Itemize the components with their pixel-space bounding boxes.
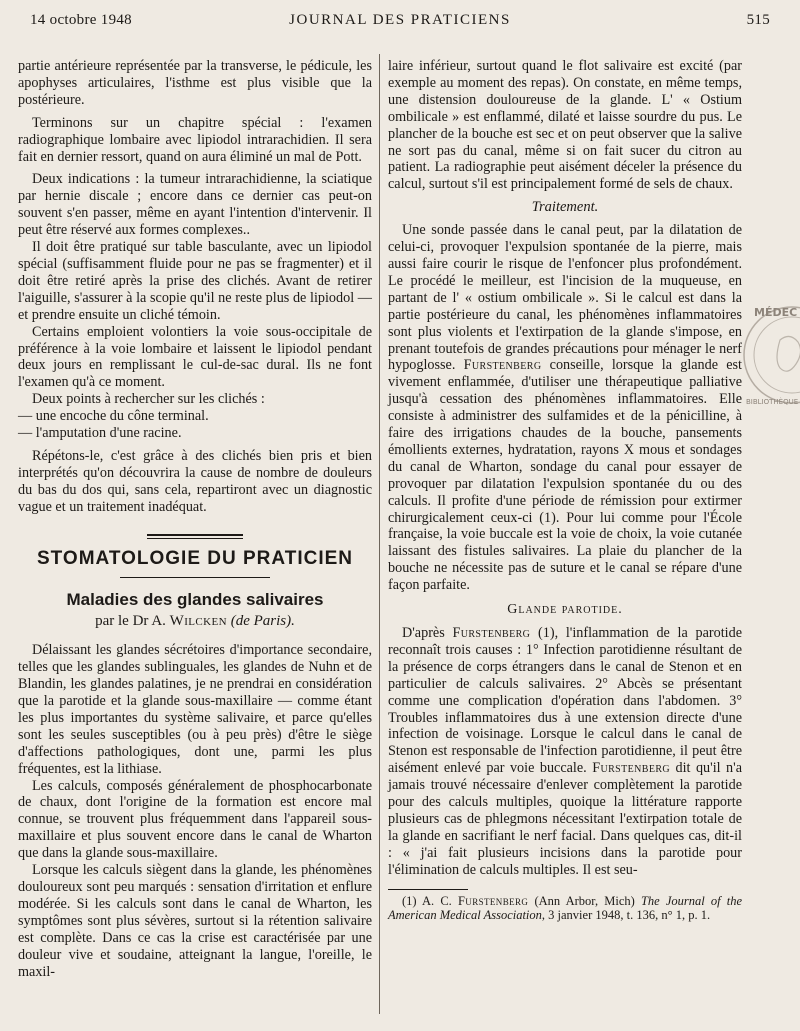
journal-title: JOURNAL DES PRATICIENS: [289, 12, 511, 28]
paragraph-text: conseille, lorsque la glande est vivement enflammée, d'utiliser une thérapeutique palliative jusqu'à cessation des phénomènes inflammatoires. Elle consiste à administrer des sulfamides et de la pénicilline, à faire des irrigations chaudes de la bouche, pansements émollients externes, hydratation, rayons X mous et sondages du canal de Wharton, sondage du canal pour essayer de provoquer par dilatation l'expulsion spontanée du ou des calculs. Il profite d'une période de rémission pour extirmer chirurgicalement ceux-ci (1). Pour lui comme pour l'École française, la voie buccale est la voie de choix, la voie cutanée laissant des fistules salivaires. La plaie du plancher de la bouche ne nécessite pas de suture et le canal se répare d'une façon parfaite.: [388, 357, 742, 594]
paragraph: Répétons-le, c'est grâce à des clichés bien pris et bien interprétés qu'on découvrira la cause de nombre de douleurs du bas du dos qui, sans cela, repartiront avec un diagnostic vague et un traitement inadéquat.: [18, 447, 372, 515]
column-divider: [379, 54, 380, 1014]
paragraph: partie antérieure représentée par la transverse, le pédicule, les apophyses articulaires, l'isthme est plus visible que la postérieure.: [18, 58, 372, 108]
paragraph: Il doit être pratiqué sur table basculante, avec un lipiodol spécial (suffisamment fluide pour ne pas se fragmenter) et il doit être retiré après la prise des clichés. Avant de retirer l'aiguille, s'assurer à la scopie qu'il ne reste plus de lipiodol — et prendre ensuite un cliché témoin.: [18, 239, 372, 323]
footnote-journal: The Journal of the American Medical Association: [388, 893, 743, 923]
paragraph: Certains emploient volontiers la voie sous-occipitale de préférence à la voie lombaire et laissent le lipiodol pendant deux jours en remplissant le cul-de-sac dural. Ils ne font l'examen qu'à ce moment.: [18, 323, 372, 391]
byline: [18, 613, 372, 630]
author-name: Furstenberg: [463, 357, 542, 374]
page-header: [30, 12, 770, 34]
footnote-affiliation: (Ann Arbor, Mich): [528, 893, 641, 908]
paragraph: Les calculs, composés généralement de phosphocarbonate de chaux, dont l'origine de la formation est encore mal connue, se trouvent plus fréquemment dans l'appareil sous-maxillaire et plus souvent encore dans le canal de Wharton que dans la glande sous-maxillaire.: [18, 777, 372, 862]
footnote: [388, 894, 742, 923]
right-column: [388, 58, 742, 923]
section-title: STOMATOLOGIE DU PRATICIEN: [37, 547, 353, 569]
author-name: Furstenberg: [452, 625, 531, 641]
paragraph: laire inférieur, surtout quand le flot salivaire est excité (par exemple au moment des repas). On constate, en même temps, une distension douloureuse de la glande. L' « Ostium ombilicale » est enflammé, dilaté et laisse sourdre du pus. Le plancher de la bouche est sec et on peut observer que la salive ne sort pas du canal, même si on fait sucer du citron au patient. La radiographie peut aisément déceler la présence du calcul, surtout s'il est principalement formé de sels de chaux.: [388, 58, 742, 193]
page-number: 515: [746, 12, 770, 28]
paragraph: Deux points à rechercher sur les clichés :: [32, 391, 265, 408]
footnote-number: (1) A. C.: [402, 893, 458, 908]
stamp-text-bottom: BIBLIOTHÈQUE: [746, 398, 799, 406]
title-divider: [120, 577, 270, 578]
paragraph: Délaissant les glandes sécrétoires d'importance secondaire, telles que les glandes sublinguales, les glandes de Nuhn et de Blandin, les glandes palatines, je ne prendrai en considération que la parotide et la glande sous-maxillaire — comme étant les plus importantes du système salivaire, et parce qu'elles sont les seules susceptibles (ou à peu près) d'être le siège d'affections pathologiques, dont une, parmi les plus fréquentes, est la lithiase.: [18, 642, 372, 777]
list-item: — une encoche du cône terminal.: [18, 408, 209, 425]
section-divider: [147, 534, 243, 539]
article-title: Maladies des glandes salivaires: [66, 590, 324, 610]
paragraph-text: D'après: [402, 625, 453, 641]
paragraph-text: Une sonde passée dans le canal peut, par la dilatation de celui-ci, provoquer l'expulsion spontanée de la pierre, mais aussi faire courir le risque de l'enfoncer plus profondément. Le procédé le meilleur, est l'incision de la muqueuse, en partant de l' « ostium ombilicale ». Si le calcul est dans la partie postérieure du canal, les phénomènes inflammatoires sont plus violents et l'extirpation de la glande s'impose, en prenant toutefois de grandes précautions pour ménager le nerf hypoglosse.: [388, 222, 742, 374]
stamp-text-top: MÉDEC: [754, 306, 798, 319]
issue-date: 14 octobre 1948: [30, 12, 132, 28]
subheading-traitement: Traitement.: [531, 199, 599, 216]
list-item: — l'amputation d'une racine.: [18, 425, 182, 442]
paragraph: Lorsque les calculs siègent dans la glande, les phénomènes douloureux sont peu marqués : sensation d'irritation et enflure modérée. Si les calculs sont dans le canal de Wharton, les symptômes sont plus sévères, surtout si la rétention salivaire est complète. Dans ce cas la crise est caractérisée par une douleur vive et soudaine, atteignant la langue, l'oreille, le maxil-: [18, 862, 372, 980]
subheading-parotide: Glande parotide.: [507, 602, 623, 618]
author-name: Furstenberg: [592, 760, 671, 777]
paragraph: Terminons sur un chapitre spécial : l'examen radiographique lombaire avec lipiodol intrarachidien. Il sera fait en dernier ressort, quand on aura éliminé un mal de Pott.: [18, 114, 372, 165]
footnote-author: Furstenberg: [457, 893, 529, 908]
paragraph: [388, 625, 742, 879]
paragraph: Deux indications : la tumeur intrarachidienne, la sciatique par hernie discale ; encore dans ce dernier cas peut-on souvent s'en passer, même en ayant l'intention d'intervenir. Il peut être réservé aux formes complexes..: [18, 171, 372, 239]
paragraph-text: dit qu'il n'a jamais trouvé nécessaire d'enlever complètement la parotide pour des calculs multiples, quoique la littérature rapporte plusieurs cas de phlegmons nécessitant l'extirpation totale de la glande en sacrifiant le nerf facial. Dans quelques cas, dit-il : « j'ai fait plusieurs incisions dans la parotide pour l'élimination de calculs multiples. Il est seu-: [388, 760, 742, 878]
byline-author: Wilcken: [169, 613, 227, 630]
paragraph: [388, 222, 742, 594]
footnote-citation: , 3 janvier 1948, t. 136, n° 1, p. 1.: [541, 908, 711, 923]
left-column: [18, 58, 372, 980]
byline-prefix: par le Dr A.: [95, 613, 170, 630]
paragraph-text: (1), l'inflammation de la parotide reconnaît trois causes : 1° Infection parotidienne résultant de la présence de corps étrangers dans le canal de Stenon et en particulier de calculs salivaires. 2° Abcès se présentant comme une complication d'opération dans l'abdomen. 3° Troubles inflammatoires dus à une extension directe d'une infection de voisinage. Lorsque le calcul dans le canal de Stenon est responsable de l'infection parotidienne, il peut être aisément enlevé par voie buccale.: [388, 625, 742, 777]
byline-place: (de Paris).: [230, 613, 295, 630]
footnote-divider: [388, 889, 468, 890]
library-stamp-icon: [740, 300, 800, 410]
